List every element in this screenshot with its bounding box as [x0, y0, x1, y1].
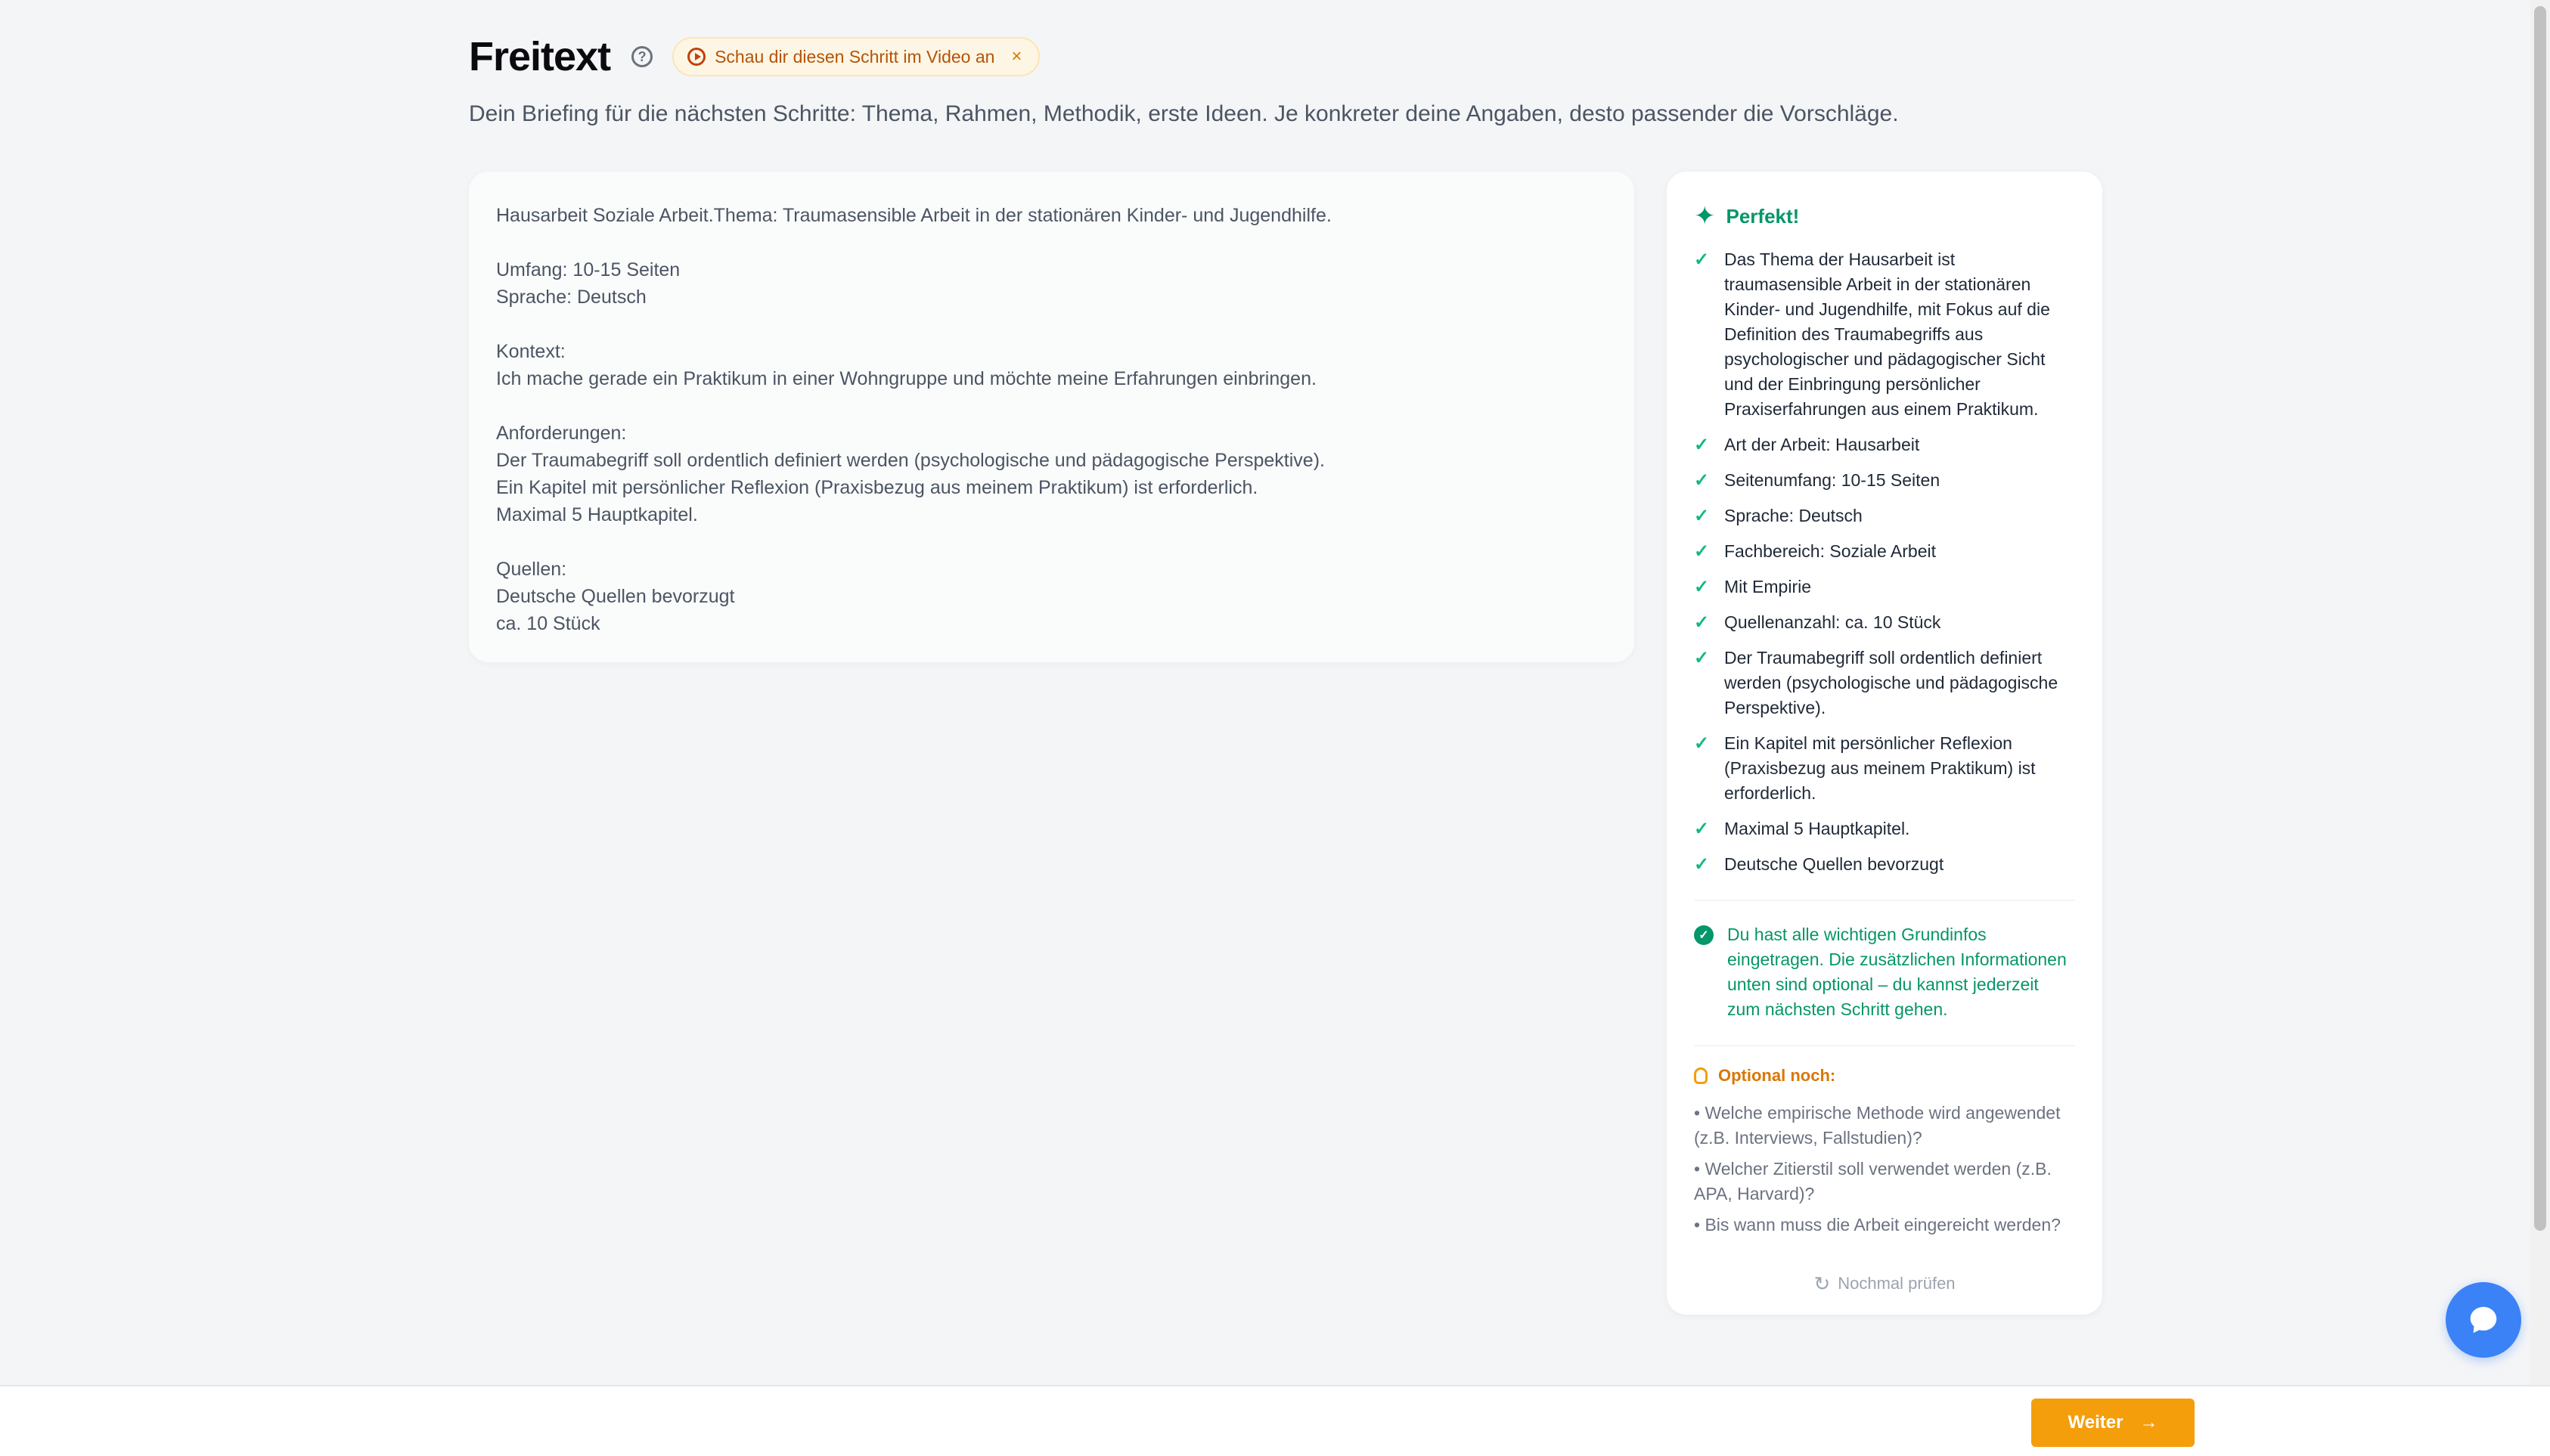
next-label: Weiter — [2068, 1412, 2123, 1433]
lightbulb-icon — [1694, 1067, 1708, 1084]
check-circle-icon: ✓ — [1694, 925, 1714, 945]
check-icon: ✓ — [1694, 541, 1710, 562]
freitext-editor[interactable] — [469, 172, 1634, 662]
check-icon: ✓ — [1694, 435, 1710, 455]
page-title: Freitext — [469, 34, 611, 79]
check-icon: ✓ — [1694, 612, 1710, 633]
check-item — [1694, 247, 2075, 422]
check-item — [1694, 646, 2075, 720]
check-item — [1694, 852, 2075, 877]
sparkle-icon: ✦ — [1694, 202, 1716, 231]
check-icon: ✓ — [1694, 577, 1710, 597]
video-hint-label: Schau dir diesen Schritt im Video an — [715, 46, 995, 67]
divider — [1694, 1045, 2075, 1046]
check-text: Quellenanzahl: ca. 10 Stück — [1724, 612, 1941, 632]
bottom-bar — [0, 1385, 2550, 1456]
check-text: Sprache: Deutsch — [1724, 506, 1863, 525]
title-row — [469, 30, 2102, 83]
check-icon: ✓ — [1694, 249, 1710, 270]
play-circle-icon — [687, 48, 706, 66]
recheck-button[interactable] — [1694, 1274, 2075, 1293]
check-icon: ✓ — [1694, 819, 1710, 839]
check-text: Das Thema der Hausarbeit ist traumasensible Arbeit in der stationären Kinder- und Jugendhilfe, mit Fokus auf die Definition des Traumabegriffs aus psychologischer und pädagogischer Sicht und der Einbringung persönlicher Praxiserfahrungen aus einem Praktikum. — [1724, 249, 2050, 419]
page-subtitle: Dein Briefing für die nächsten Schritte: Thema, Rahmen, Methodik, erste Ideen. Je konkreter deine Angaben, desto passender die Vorschläge. — [469, 101, 1899, 126]
question-circle-icon[interactable]: ? — [631, 46, 653, 67]
page-header — [469, 30, 2102, 127]
check-item — [1694, 610, 2075, 635]
video-hint-pill[interactable] — [672, 37, 1040, 76]
optional-header — [1694, 1066, 2075, 1086]
optional-list — [1694, 1101, 2075, 1238]
refresh-icon: ↻ — [1813, 1272, 1831, 1295]
check-icon: ✓ — [1694, 854, 1710, 875]
check-text: Seitenumfang: 10-15 Seiten — [1724, 470, 1940, 490]
next-button[interactable] — [2031, 1399, 2195, 1447]
chat-button[interactable] — [2446, 1282, 2521, 1358]
optional-item: • Welcher Zitierstil soll verwendet werden (z.B. APA, Harvard)? — [1694, 1159, 2052, 1204]
check-text: Deutsche Quellen bevorzugt — [1724, 854, 1944, 874]
panel-header — [1694, 199, 2075, 234]
check-list — [1694, 247, 2075, 877]
analysis-panel — [1667, 172, 2102, 1315]
optional-item: • Welche empirische Methode wird angewendet (z.B. Interviews, Fallstudien)? — [1694, 1103, 2061, 1148]
check-item — [1694, 731, 2075, 806]
recheck-label: Nochmal prüfen — [1838, 1274, 1956, 1293]
check-item — [1694, 503, 2075, 528]
check-item — [1694, 432, 2075, 457]
arrow-right-icon: → — [2139, 1412, 2158, 1433]
success-message — [1694, 922, 2075, 1022]
check-icon: ✓ — [1694, 733, 1710, 754]
check-icon: ✓ — [1694, 506, 1710, 526]
check-icon: ✓ — [1694, 648, 1710, 668]
check-icon: ✓ — [1694, 470, 1710, 491]
optional-item: • Bis wann muss die Arbeit eingereicht werden? — [1694, 1215, 2061, 1235]
divider — [1694, 900, 2075, 901]
check-item — [1694, 539, 2075, 564]
check-text: Der Traumabegriff soll ordentlich definiert werden (psychologische und pädagogische Perspektive). — [1724, 648, 2058, 717]
close-icon[interactable]: × — [1011, 46, 1022, 67]
optional-title: Optional noch: — [1718, 1066, 1836, 1085]
check-item — [1694, 816, 2075, 841]
check-text: Maximal 5 Hauptkapitel. — [1724, 819, 1910, 838]
success-text: Du hast alle wichtigen Grundinfos eingetragen. Die zusätzlichen Informationen unten sind optional – du kannst jederzeit zum nächsten Schritt gehen. — [1727, 925, 2067, 1019]
scrollbar-thumb[interactable] — [2534, 6, 2546, 1231]
freitext-content[interactable]: Hausarbeit Soziale Arbeit.Thema: Traumasensible Arbeit in der stationären Kinder- und Jugendhilfe. Umfang: 10-15 Seiten Sprache: Deutsch Kontext: Ich mache gerade ein Praktikum in einer Wohngruppe und möchte meine Erfahrungen einbringen. Anforderungen: Der Traumabegriff soll ordentlich definiert werden (psychologische und pädagogische Perspektive). Ein Kapitel mit persönlicher Reflexion (Praxisbezug aus meinem Praktikum) ist erforderlich. Maximal 5 Hauptkapitel. Quellen: Deutsche Quellen bevorzugt ca. 10 Stück — [496, 205, 1332, 634]
check-text: Mit Empirie — [1724, 577, 1812, 596]
check-item — [1694, 468, 2075, 493]
chat-bubble-icon — [2466, 1303, 2501, 1337]
panel-title: Perfekt! — [1726, 204, 1800, 228]
check-text: Fachbereich: Soziale Arbeit — [1724, 541, 1936, 561]
check-text: Ein Kapitel mit persönlicher Reflexion (Praxisbezug aus meinem Praktikum) ist erforderlich. — [1724, 733, 2036, 803]
check-item — [1694, 575, 2075, 599]
check-text: Art der Arbeit: Hausarbeit — [1724, 435, 1920, 454]
